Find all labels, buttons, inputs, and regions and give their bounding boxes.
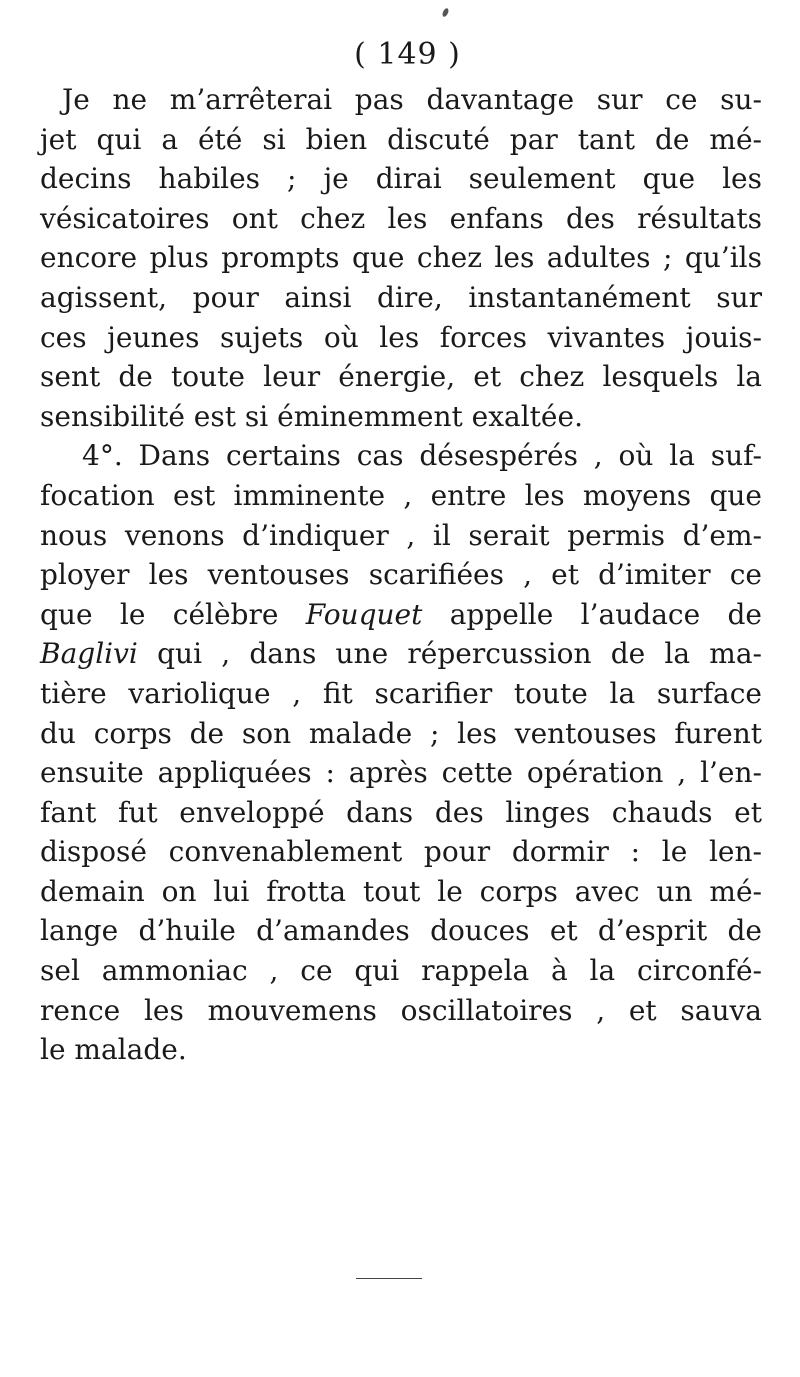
text-line-with-italic: [40, 595, 762, 635]
text-line: lange d’huile d’amandes douces et d’esprit de: [40, 914, 762, 948]
text-line: ensuite appliquées : après cette opération , l’en-: [40, 756, 762, 790]
text-segment: que le célèbre: [40, 597, 279, 631]
page-number: ( 149 ): [354, 37, 461, 72]
text-line: sent de toute leur énergie, et chez lesquels la: [40, 360, 762, 394]
text-line: Je ne m’arrêterai pas davantage sur ce su-: [62, 83, 762, 116]
text-line: focation est imminente , entre les moyens que: [40, 478, 762, 512]
text-line: le malade.: [40, 1033, 187, 1067]
footer-rule: [356, 1278, 422, 1279]
text-line: 4°. Dans certains cas désespérés , où la suf-: [82, 439, 762, 473]
text-line: nous venons d’indiquer , il serait permis d’em-: [40, 518, 762, 552]
text-segment: qui , dans une répercussion de la ma-: [157, 637, 762, 671]
ink-speck: [441, 7, 449, 17]
text-line: ces jeunes sujets où les forces vivantes jouis-: [40, 320, 762, 354]
text-line: decins habiles ; je dirai seulement que les: [40, 162, 762, 196]
text-line-with-italic: [40, 634, 762, 674]
text-line: sensibilité est si éminemment exaltée.: [40, 399, 583, 433]
text-line: du corps de son malade ; les ventouses furent: [40, 716, 762, 750]
text-line: jet qui a été si bien discuté par tant de mé-: [40, 122, 762, 156]
text-line: tière variolique , fit scarifier toute la surface: [40, 676, 762, 710]
text-line: sel ammoniac , ce qui rappela à la circonfé-: [40, 954, 762, 988]
text-line: encore plus prompts que chez les adultes ; qu’ils: [40, 241, 762, 275]
text-line: demain on lui frotta tout le corps avec un mé-: [40, 874, 762, 908]
text-line: agissent, pour ainsi dire, instantanément sur: [40, 280, 762, 314]
text-line: disposé convenablement pour dormir : le len-: [40, 835, 762, 869]
text-line: ployer les ventouses scarifiées , et d’imiter ce: [40, 558, 762, 592]
body-text: [40, 80, 762, 1070]
italic-name-fouquet: Fouquet: [305, 597, 423, 631]
italic-name-baglivi: Baglivi: [40, 637, 138, 671]
text-segment: appelle l’audace de: [449, 597, 762, 631]
text-line: fant fut enveloppé dans des linges chauds et: [40, 795, 762, 829]
text-line: rence les mouvemens oscillatoires , et sauva: [40, 993, 762, 1027]
text-line: vésicatoires ont chez les enfans des résultats: [40, 201, 762, 235]
